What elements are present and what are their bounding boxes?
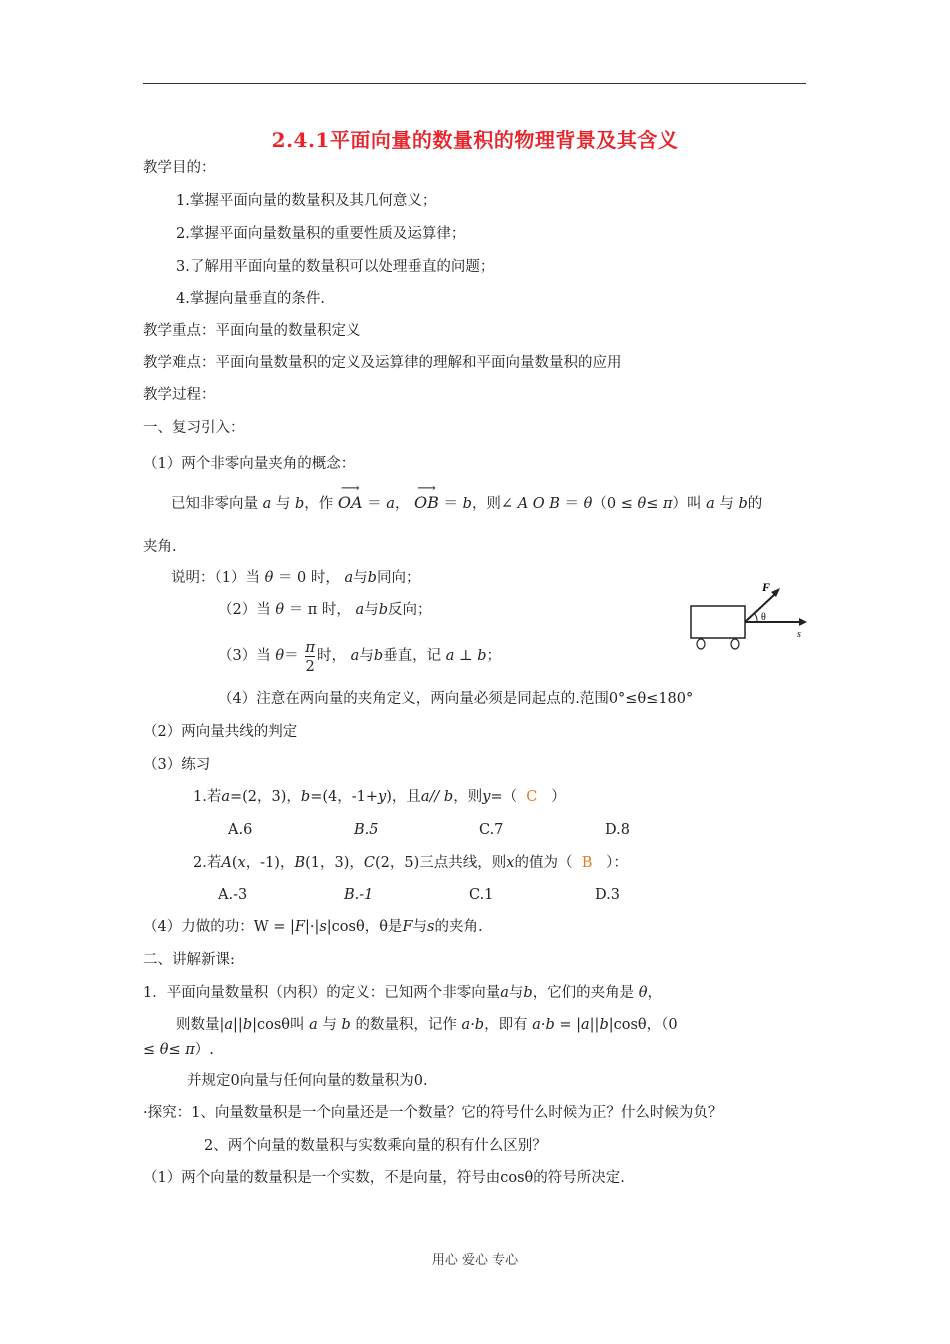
- objective-2: 2.掌握平面向量数量积的重要性质及运算律；: [176, 226, 466, 242]
- item-2: （2）两向量共线的判定: [143, 724, 298, 740]
- definition-line-3: ≤ θ≤ π）.: [143, 1042, 214, 1058]
- page-footer: 用心 爱心 专心: [431, 1253, 519, 1268]
- exercise-2-answer: B: [581, 855, 593, 871]
- section-2-heading: 二、讲解新课:: [143, 952, 235, 968]
- angle-label: θ: [761, 612, 766, 623]
- exercise-1-question: 1.若a=(2，3)，b=(4，-1+y)，且a// b，则y=（ C ）: [193, 789, 566, 805]
- item-1-heading: （1）两个非零向量夹角的概念：: [143, 456, 356, 472]
- exercise-1-option-c: C.7: [479, 822, 504, 838]
- objective-4: 4.掌握向量垂直的条件.: [176, 291, 325, 307]
- force-diagram: [685, 578, 815, 658]
- note-2: （2）当 θ ＝ π 时， a与b反向；: [218, 602, 432, 618]
- section-1-heading: 一、复习引入：: [143, 420, 245, 436]
- exercise-1-option-b: B.5: [354, 822, 379, 838]
- note-4: （4）注意在两向量的夹角定义，两向量必须是同起点的.范围0°≤θ≤180°: [218, 691, 694, 707]
- header-rule: [143, 83, 806, 84]
- explore-question-2: 2、两个向量的数量积与实数乘向量的积有什么区别？: [204, 1138, 547, 1154]
- definition-line-2: 则数量|a||b|cosθ叫 a 与 b 的数量积，记作 a·b，即有 a·b = |a||b|cosθ，（0: [176, 1017, 678, 1033]
- exercise-2-question: 2.若A(x，-1)，B(1，3)，C(2，5)三点共线，则x的值为（ B ）：: [193, 855, 628, 871]
- objective-1: 1.掌握平面向量的数量积及其几何意义；: [176, 193, 437, 209]
- explore-question-1: ·探究：1、向量数量积是一个向量还是一个数量？它的符号什么时候为正？什么时候为负？: [143, 1105, 723, 1121]
- note-3: （3）当 θ＝ $\frac{\pi}{2}$ 时， a与b垂直，记 a ⊥ b；: [218, 637, 502, 675]
- objectives-heading: 教学目的：: [143, 160, 216, 176]
- objective-3: 3.了解用平面向量的数量积可以处理垂直的问题；: [176, 259, 495, 275]
- exercise-1-option-d: D.8: [605, 822, 630, 838]
- force-label: F: [762, 580, 771, 594]
- angle-definition: 已知非零向量 a 与 b，作 ⟶ OA ＝ a， ⟶ OB ＝ b，则∠ A O B ＝ θ（0 ≤ θ≤ π）叫 a 与 b的: [171, 489, 762, 514]
- key-point: 教学重点：平面向量的数量积定义: [143, 323, 361, 339]
- difficulty: 教学难点：平面向量数量积的定义及运算律的理解和平面向量数量积的应用: [143, 355, 622, 371]
- exercise-2-option-d: D.3: [595, 887, 620, 903]
- wheel-right: [731, 639, 739, 649]
- exercise-2-option-c: C.1: [469, 887, 494, 903]
- pi-over-2: $\frac{\pi}{2}$: [305, 637, 316, 675]
- page-title: 2.4.1平面向量的数量积的物理背景及其含义: [271, 128, 679, 152]
- item-3: （3）练习: [143, 757, 211, 773]
- exercise-2-option-a: A.-3: [218, 887, 248, 903]
- vector-oa: ⟶ OA: [338, 489, 363, 513]
- zero-vector-rule: 并规定0向量与任何向量的数量积为0.: [187, 1073, 428, 1089]
- displacement-label: s: [797, 629, 801, 640]
- displacement-arrowhead: [799, 618, 807, 626]
- process-heading: 教学过程：: [143, 387, 216, 403]
- definition-line-1: 1．平面向量数量积（内积）的定义：已知两个非零向量a与b，它们的夹角是 θ，: [143, 985, 663, 1001]
- exercise-2-option-b: B.-1: [344, 887, 374, 903]
- item-4-work: （4）力做的功：W = |F|·|s|cosθ，θ是F与s的夹角.: [143, 919, 483, 935]
- force-arrow: [745, 594, 775, 622]
- vector-ob: ⟶ OB: [414, 489, 439, 513]
- angle-definition-cont: 夹角.: [143, 539, 177, 555]
- answer-1: （1）两个向量的数量积是一个实数，不是向量，符号由cosθ的符号所决定.: [143, 1170, 625, 1186]
- note-1: 说明：（1）当 θ ＝ 0 时， a与b同向；: [171, 570, 421, 586]
- exercise-1-answer: C: [526, 789, 538, 805]
- wheel-left: [697, 639, 705, 649]
- angle-arc: [754, 613, 757, 622]
- block-rect: [691, 606, 745, 638]
- exercise-1-option-a: A.6: [228, 822, 253, 838]
